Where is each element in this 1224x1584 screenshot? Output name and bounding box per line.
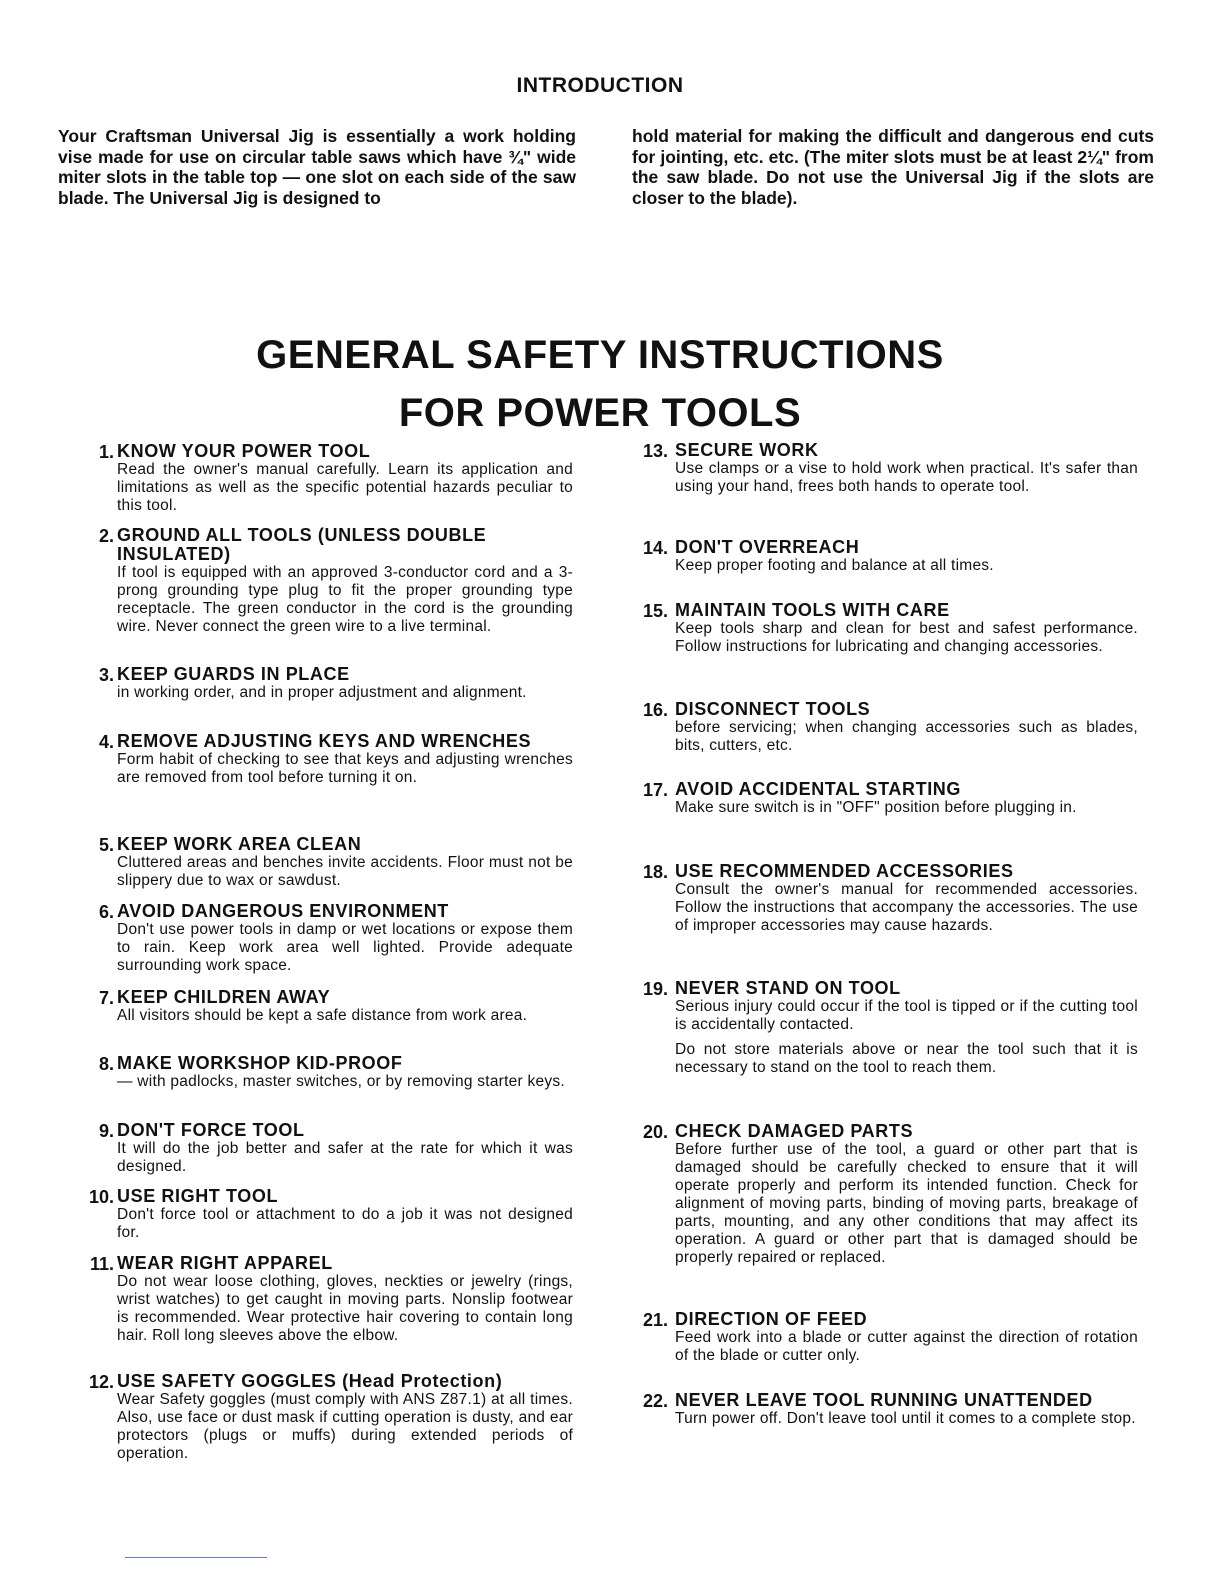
item-number: 17. bbox=[642, 780, 668, 800]
item-body: Turn power off. Don't leave tool until it comes to a complete stop. bbox=[675, 1410, 1136, 1427]
item-number: 11. bbox=[89, 1254, 114, 1274]
safety-item bbox=[636, 1310, 1138, 1365]
safety-item bbox=[87, 1121, 573, 1176]
item-body: — with padlocks, master switches, or by removing starter keys. bbox=[117, 1073, 565, 1090]
item-heading: GROUND ALL TOOLS (UNLESS DOUBLE INSULATED) bbox=[117, 525, 487, 564]
item-body: If tool is equipped with an approved 3-conductor cord and a 3-prong grounding type plug to fit the proper grounding type receptacle. The green conductor in the cord is the grounding wire. Never connect the green wire to a live terminal. bbox=[117, 564, 573, 635]
item-heading: DON'T FORCE TOOL bbox=[117, 1120, 305, 1140]
item-heading: KEEP WORK AREA CLEAN bbox=[117, 834, 362, 854]
item-number: 16. bbox=[642, 700, 668, 720]
item-heading: CHECK DAMAGED PARTS bbox=[675, 1121, 914, 1141]
safety-item bbox=[636, 1122, 1138, 1267]
item-number: 8. bbox=[98, 1054, 114, 1074]
introduction-paragraph-left: Your Craftsman Universal Jig is essentially a work holding vise made for use on circular table saws which have ¾" wide miter slots in the table top — one slot on each side of the saw blade. The Universal Jig is designed to bbox=[58, 126, 576, 208]
item-body: Keep proper footing and balance at all times. bbox=[675, 557, 994, 574]
item-number: 14. bbox=[642, 538, 668, 558]
page-title-line2: FOR POWER TOOLS bbox=[398, 391, 802, 435]
page-title-line1: GENERAL SAFETY INSTRUCTIONS bbox=[256, 333, 944, 377]
item-number: 1. bbox=[98, 442, 114, 462]
item-body: in working order, and in proper adjustment and alignment. bbox=[117, 684, 527, 701]
item-body: Consult the owner's manual for recommended accessories. Follow the instructions that accompany the accessories. The use of improper accessories may cause hazards. bbox=[675, 881, 1138, 934]
item-body: Read the owner's manual carefully. Learn its application and limitations as well as the specific potential hazards peculiar to this tool. bbox=[117, 461, 573, 514]
safety-item bbox=[87, 835, 573, 890]
item-number: 21. bbox=[642, 1310, 668, 1330]
item-heading: DIRECTION OF FEED bbox=[675, 1309, 868, 1329]
safety-item bbox=[636, 700, 1138, 755]
item-number: 18. bbox=[642, 862, 668, 882]
safety-item bbox=[87, 1372, 573, 1463]
item-body: Don't use power tools in damp or wet locations or expose them to rain. Keep work area well lighted. Provide adequate surrounding work space. bbox=[117, 921, 573, 974]
introduction-paragraph-right bbox=[632, 126, 1154, 208]
item-heading: MAKE WORKSHOP KID-PROOF bbox=[117, 1053, 403, 1073]
safety-item bbox=[87, 988, 573, 1025]
item-heading: MAINTAIN TOOLS WITH CARE bbox=[675, 600, 950, 620]
item-number: 10. bbox=[88, 1187, 114, 1207]
item-body: Serious injury could occur if the tool is tipped or if the cutting tool is accidentally contacted. bbox=[675, 998, 1138, 1033]
safety-item bbox=[636, 538, 1138, 575]
item-number: 2. bbox=[98, 526, 114, 546]
safety-item bbox=[87, 1187, 573, 1242]
item-heading: DISCONNECT TOOLS bbox=[675, 699, 871, 719]
item-heading: NEVER LEAVE TOOL RUNNING UNATTENDED bbox=[675, 1390, 1093, 1410]
item-heading: AVOID DANGEROUS ENVIRONMENT bbox=[117, 901, 449, 921]
intro-text: hold material for making the difficult and dangerous end cuts for jointing, etc. etc. (The miter slots must be at least 2¼" from the saw blade. bbox=[632, 126, 1154, 187]
item-number: 9. bbox=[98, 1121, 114, 1141]
safety-item bbox=[636, 1391, 1138, 1428]
safety-item bbox=[87, 442, 573, 515]
item-body: Make sure switch is in "OFF" position before plugging in. bbox=[675, 799, 1077, 816]
item-number: 22. bbox=[642, 1391, 668, 1411]
safety-item bbox=[87, 665, 573, 702]
safety-item bbox=[87, 1054, 573, 1091]
safety-item bbox=[636, 862, 1138, 935]
item-body: Feed work into a blade or cutter against the direction of rotation of the blade or cutter only. bbox=[675, 1329, 1138, 1364]
introduction-heading: INTRODUCTION bbox=[516, 74, 684, 97]
intro-warning: Do not use the Universal Jig bbox=[766, 167, 1018, 187]
item-heading: REMOVE ADJUSTING KEYS AND WRENCHES bbox=[117, 731, 532, 751]
item-body: Use clamps or a vise to hold work when practical. It's safer than using your hand, frees both hands to operate tool. bbox=[675, 460, 1138, 495]
item-number: 13. bbox=[642, 441, 668, 461]
item-body: Don't force tool or attachment to do a job it was not designed for. bbox=[117, 1206, 573, 1241]
safety-item bbox=[636, 979, 1138, 1077]
item-heading: USE RECOMMENDED ACCESSORIES bbox=[675, 861, 1014, 881]
safety-item bbox=[87, 732, 573, 787]
item-body: Cluttered areas and benches invite accidents. Floor must not be slippery due to wax or sawdust. bbox=[117, 854, 573, 889]
item-body: Do not wear loose clothing, gloves, neckties or jewelry (rings, wrist watches) to get caught in moving parts. Nonslip footwear is recommended. Wear protective hair covering to contain long hair. Roll long sleeves above the elbow. bbox=[117, 1273, 573, 1344]
item-body: It will do the job better and safer at the rate for which it was designed. bbox=[117, 1140, 573, 1175]
item-number: 5. bbox=[98, 835, 114, 855]
safety-item bbox=[87, 526, 573, 636]
safety-item bbox=[636, 601, 1138, 656]
item-number: 15. bbox=[642, 601, 668, 621]
item-number: 20. bbox=[642, 1122, 668, 1142]
intro-text: if the slots are closer to the blade). bbox=[632, 167, 1155, 208]
item-heading: USE RIGHT TOOL bbox=[117, 1186, 279, 1206]
item-body: Form habit of checking to see that keys and adjusting wrenches are removed from tool before turning it on. bbox=[117, 751, 573, 786]
safety-item bbox=[636, 780, 1138, 817]
item-heading: AVOID ACCIDENTAL STARTING bbox=[675, 779, 961, 799]
item-heading: SECURE WORK bbox=[675, 440, 819, 460]
item-heading: NEVER STAND ON TOOL bbox=[675, 978, 901, 998]
item-body: Wear Safety goggles (must comply with ANS Z87.1) at all times. Also, use face or dust mask if cutting operation is dusty, and ear protectors (plugs or muffs) during extended periods of operation. bbox=[117, 1391, 573, 1462]
item-number: 7. bbox=[98, 988, 114, 1008]
item-body: Keep tools sharp and clean for best and safest performance. Follow instructions for lubricating and changing accessories. bbox=[675, 620, 1138, 655]
item-number: 12. bbox=[88, 1372, 114, 1392]
item-number: 4. bbox=[98, 732, 114, 752]
item-heading: KEEP CHILDREN AWAY bbox=[117, 987, 331, 1007]
item-heading: WEAR RIGHT APPAREL bbox=[117, 1253, 333, 1273]
item-number: 3. bbox=[98, 665, 114, 685]
item-body: Before further use of the tool, a guard or other part that is damaged should be carefully checked to ensure that it will operate properly and perform its intended function. Check for alignment of moving parts, binding of moving parts, breakage of parts, mounting, and any other conditions that may affect its operation. A guard or other part that is damaged should be properly repaired or replaced. bbox=[675, 1141, 1138, 1266]
item-heading: KNOW YOUR POWER TOOL bbox=[117, 441, 371, 461]
item-body: before servicing; when changing accessories such as blades, bits, cutters, etc. bbox=[675, 719, 1138, 754]
safety-item bbox=[87, 902, 573, 975]
item-body: All visitors should be kept a safe distance from work area. bbox=[117, 1007, 528, 1024]
item-number: 19. bbox=[642, 979, 668, 999]
item-body: Do not store materials above or near the tool such that it is necessary to stand on the tool to reach them. bbox=[675, 1041, 1138, 1076]
item-heading: KEEP GUARDS IN PLACE bbox=[117, 664, 350, 684]
item-heading: DON'T OVERREACH bbox=[675, 537, 860, 557]
safety-item bbox=[87, 1254, 573, 1345]
footer-rule bbox=[125, 1557, 267, 1558]
item-heading: USE SAFETY GOGGLES (Head Protection) bbox=[117, 1371, 503, 1391]
safety-item bbox=[636, 441, 1138, 496]
item-number: 6. bbox=[98, 902, 114, 922]
